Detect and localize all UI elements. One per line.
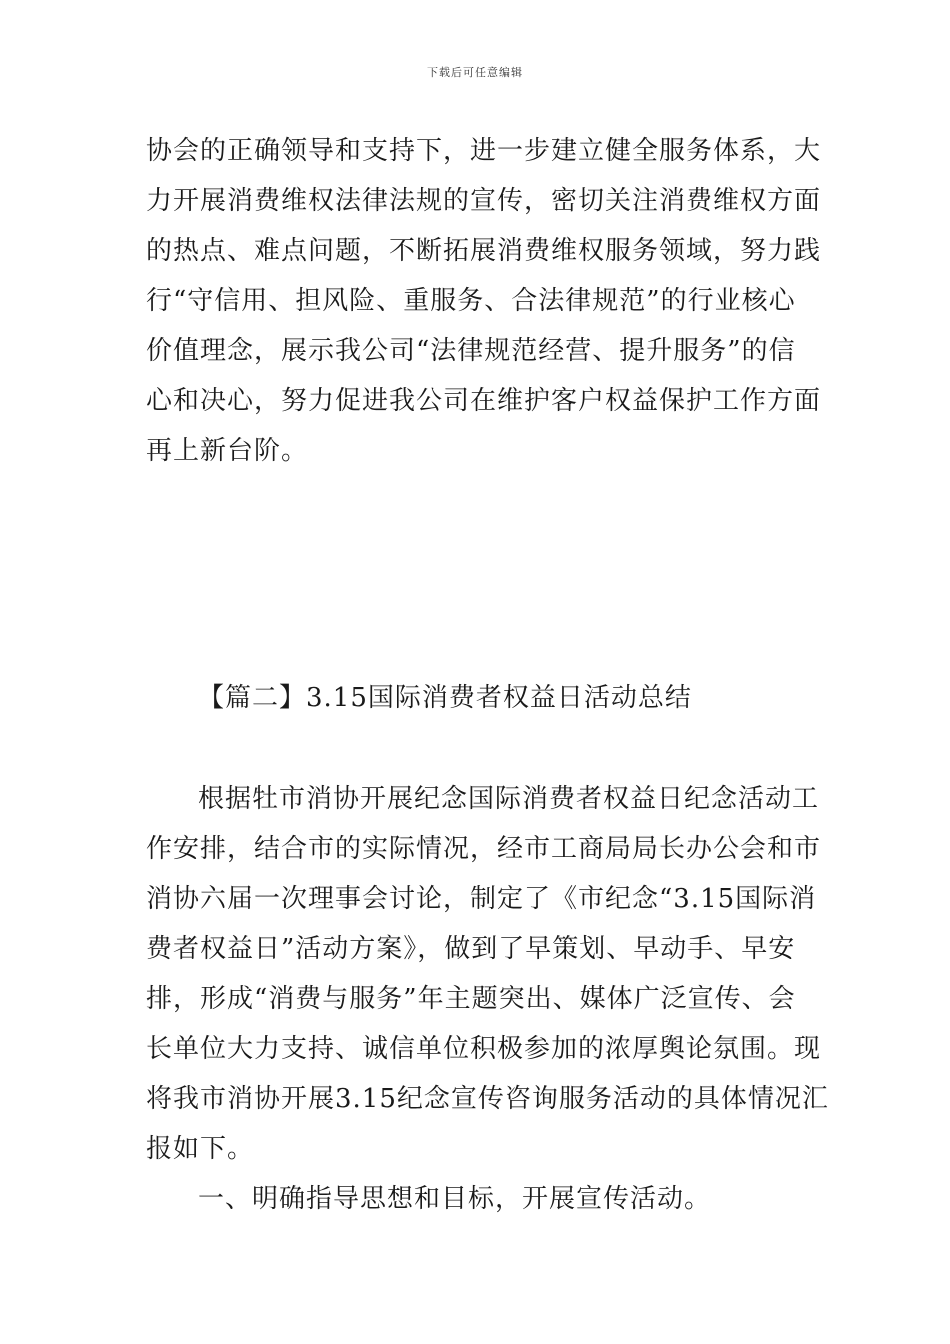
text-line: 排，形成“消费与服务”年主题突出、媒体广泛宣传、会 bbox=[146, 984, 796, 1014]
text-line: 作安排，结合市的实际情况，经市工商局局长办公会和市 bbox=[146, 834, 822, 864]
text-line: 再上新台阶。 bbox=[146, 436, 309, 466]
subheading: 一、明确指导思想和目标，开展宣传活动。 bbox=[198, 1184, 712, 1214]
text-line: 的热点、难点问题，不断拓展消费维权服务领域，努力践 bbox=[146, 236, 822, 266]
text-line: 根据牡市消协开展纪念国际消费者权益日纪念活动工 bbox=[198, 784, 820, 814]
text-line: 报如下。 bbox=[146, 1134, 255, 1164]
header-note: 下载后可任意编辑 bbox=[427, 66, 523, 79]
text-line: 力开展消费维权法律法规的宣传，密切关注消费维权方面 bbox=[146, 186, 822, 216]
text-line: 行“守信用、担风险、重服务、合法律规范”的行业核心 bbox=[146, 286, 796, 316]
text-line: 心和决心，努力促进我公司在维护客户权益保护工作方面 bbox=[146, 386, 822, 416]
text-line: 协会的正确领导和支持下，进一步建立健全服务体系，大 bbox=[146, 136, 822, 166]
text-line: 将我市消协开展3.15纪念宣传咨询服务活动的具体情况汇 bbox=[146, 1084, 829, 1114]
text-line: 消协六届一次理事会讨论，制定了《市纪念“3.15国际消 bbox=[146, 884, 817, 914]
text-line: 价值理念，展示我公司“法律规范经营、提升服务”的信 bbox=[146, 336, 796, 366]
text-line: 费者权益日”活动方案》，做到了早策划、早动手、早安 bbox=[146, 934, 796, 964]
section-title: 【篇二】3.15国际消费者权益日活动总结 bbox=[198, 683, 692, 713]
text-line: 长单位大力支持、诚信单位积极参加的浓厚舆论氛围。现 bbox=[146, 1034, 822, 1064]
